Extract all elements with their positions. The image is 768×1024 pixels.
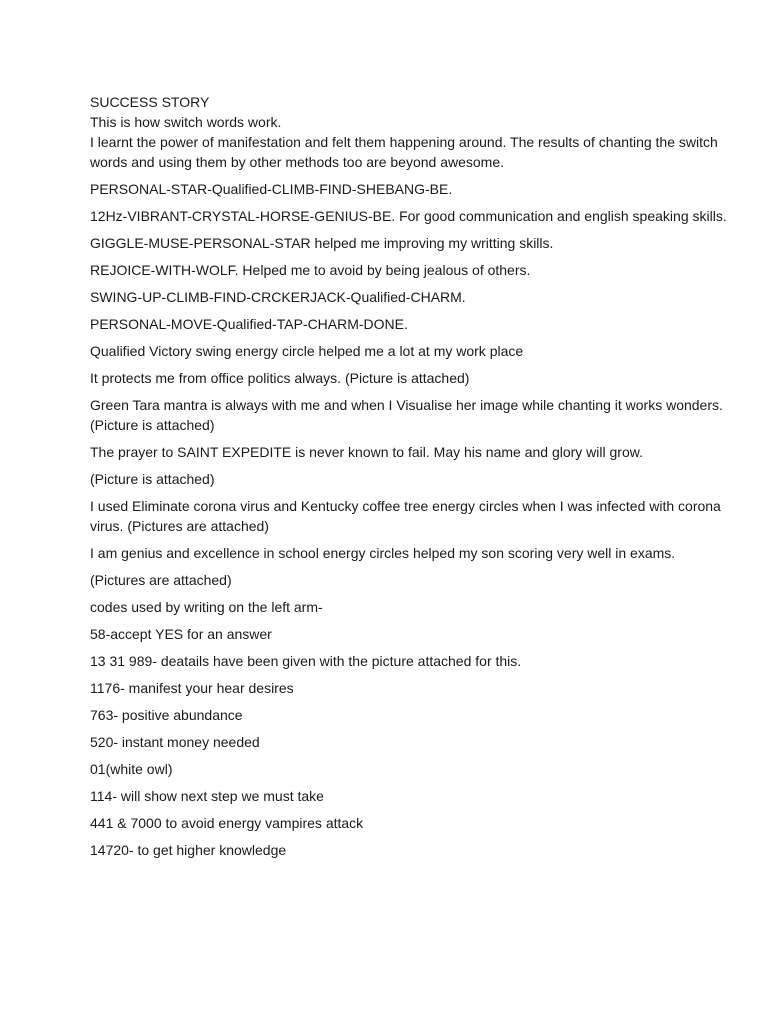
paragraph: REJOICE-WITH-WOLF. Helped me to avoid by being jealous of others. (90, 262, 531, 278)
paragraph: The prayer to SAINT EXPEDITE is never known to fail. May his name and glory will grow. (90, 444, 643, 460)
paragraph: 12Hz-VIBRANT-CRYSTAL-HORSE-GENIUS-BE. For good communication and english speaking skills. (90, 208, 727, 224)
document-page (90, 92, 730, 860)
paragraph: 520- instant money needed (90, 734, 260, 750)
document-heading: SUCCESS STORY (90, 94, 210, 110)
paragraph: 13 31 989- deatails have been given with the picture attached for this. (90, 653, 522, 669)
paragraph: codes used by writing on the left arm- (90, 599, 323, 615)
paragraph: Green Tara mantra is always with me and when I Visualise her image while chanting it works wonders. (Picture is attached) (90, 397, 723, 433)
paragraph: PERSONAL-MOVE-Qualified-TAP-CHARM-DONE. (90, 316, 408, 332)
paragraph: Qualified Victory swing energy circle helped me a lot at my work place (90, 343, 524, 359)
intro-line-1: This is how switch words work. (90, 114, 282, 130)
paragraph: PERSONAL-STAR-Qualified-CLIMB-FIND-SHEBANG-BE. (90, 181, 453, 197)
paragraph: 01(white owl) (90, 761, 173, 777)
paragraph: 763- positive abundance (90, 707, 243, 723)
intro-line-2: I learnt the power of manifestation and felt them happening around. The results of chanting the switch words and using them by other methods too are beyond awesome. (90, 134, 718, 170)
paragraph: 1176- manifest your hear desires (90, 680, 294, 696)
paragraph: 14720- to get higher knowledge (90, 842, 287, 858)
paragraph: GIGGLE-MUSE-PERSONAL-STAR helped me improving my writting skills. (90, 235, 554, 251)
paragraph: SWING-UP-CLIMB-FIND-CRCKERJACK-Qualified-CHARM. (90, 289, 466, 305)
paragraph: (Picture is attached) (90, 471, 215, 487)
paragraph: 114- will show next step we must take (90, 788, 324, 804)
paragraph: It protects me from office politics always. (Picture is attached) (90, 370, 470, 386)
paragraph: I used Eliminate corona virus and Kentucky coffee tree energy circles when I was infected with corona virus. (Pictures are attached) (90, 498, 721, 534)
paragraph: (Pictures are attached) (90, 572, 232, 588)
paragraph: I am genius and excellence in school energy circles helped my son scoring very well in exams. (90, 545, 676, 561)
paragraph: 58-accept YES for an answer (90, 626, 272, 642)
paragraph: 441 & 7000 to avoid energy vampires attack (90, 815, 364, 831)
